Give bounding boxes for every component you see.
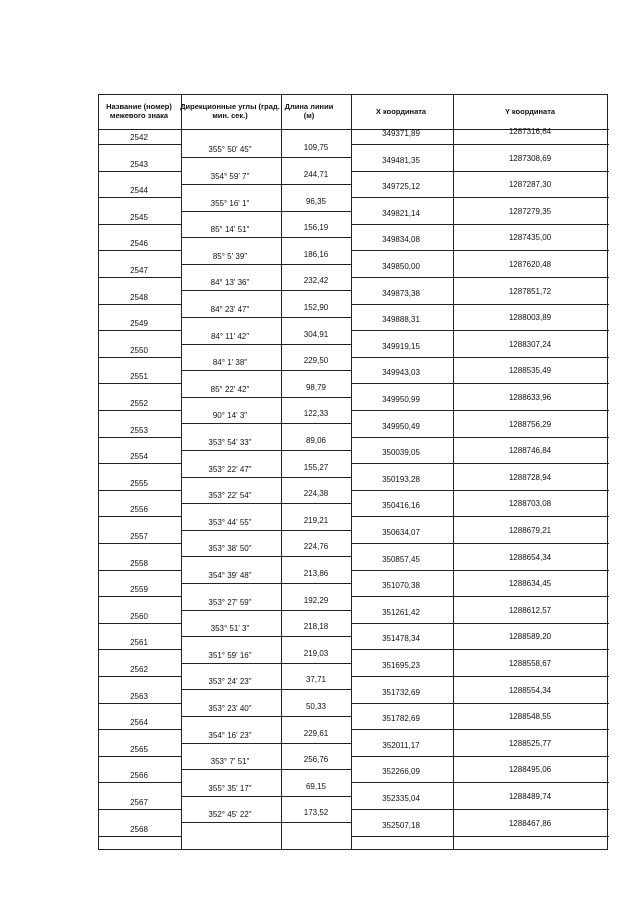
line-length: 173,52	[303, 808, 329, 818]
line-length: 109,75	[303, 143, 329, 153]
row-divider	[351, 676, 609, 677]
y-coordinate: 1288728,94	[508, 472, 552, 482]
row-divider	[351, 756, 609, 757]
row-divider	[351, 171, 609, 172]
line-length: 152,90	[303, 302, 329, 312]
row-divider	[181, 211, 351, 212]
point-name: 2561	[130, 638, 148, 648]
row-divider	[181, 556, 351, 557]
line-length: 186,16	[303, 249, 329, 259]
header-length: Длина линии (м)	[284, 102, 334, 120]
directional-angle: 354° 59' 7"	[210, 171, 250, 181]
row-divider	[181, 689, 351, 690]
directional-angle: 353° 51' 3"	[210, 624, 250, 634]
line-length: 219,21	[303, 515, 329, 525]
y-coordinate: 1288554,34	[508, 685, 552, 695]
row-divider	[99, 596, 181, 597]
directional-angle: 84° 11' 42"	[210, 331, 250, 341]
row-divider	[181, 636, 351, 637]
line-length: 89,06	[305, 435, 327, 445]
y-coordinate: 1288525,77	[508, 738, 552, 748]
point-name: 2558	[130, 558, 148, 568]
x-coordinate: 350634,07	[382, 528, 420, 537]
point-name: 2544	[130, 186, 148, 196]
point-name: 2542	[130, 133, 148, 142]
x-coordinate: 352011,17	[382, 740, 420, 750]
y-coordinate: 1288756,29	[508, 419, 552, 429]
line-length: 232,42	[303, 276, 329, 286]
point-name: 2556	[130, 505, 148, 515]
row-divider	[99, 383, 181, 384]
directional-angle: 354° 39' 48"	[208, 570, 252, 580]
row-divider	[181, 157, 351, 158]
x-coordinate: 350039,05	[382, 448, 420, 458]
row-divider	[181, 344, 351, 345]
directional-angle: 355° 35' 17"	[208, 783, 252, 793]
row-divider	[99, 277, 181, 278]
y-coordinate: 1287435,00	[508, 233, 552, 243]
directional-angle: 355° 16' 1"	[210, 198, 250, 208]
row-divider	[181, 769, 351, 770]
line-length: 155,27	[303, 462, 329, 472]
point-name: 2554	[130, 452, 148, 462]
row-divider	[181, 264, 351, 265]
line-length: 224,76	[303, 542, 329, 552]
row-divider	[351, 277, 609, 278]
row-divider	[351, 490, 609, 491]
y-coordinate: 1287316,64	[508, 127, 552, 136]
row-divider	[181, 796, 351, 797]
point-name: 2564	[130, 718, 148, 728]
row-divider	[99, 224, 181, 225]
y-coordinate: 1288703,08	[508, 499, 552, 509]
row-divider	[99, 330, 181, 331]
y-coordinate: 1287287,30	[508, 180, 552, 190]
row-divider	[351, 649, 609, 650]
row-divider	[99, 250, 181, 251]
directional-angle: 353° 23' 40"	[208, 703, 252, 713]
point-name: 2546	[130, 239, 148, 249]
y-coordinate: 1288467,86	[508, 818, 552, 828]
x-coordinate: 350416,16	[382, 501, 420, 511]
row-divider	[181, 610, 351, 611]
row-divider	[99, 570, 181, 571]
row-divider	[181, 423, 351, 424]
x-coordinate: 351261,42	[382, 607, 420, 617]
row-divider	[351, 703, 609, 704]
directional-angle: 351° 59' 16"	[208, 650, 252, 660]
y-coordinate: 1287620,48	[508, 260, 552, 269]
header-y: Y координата	[504, 106, 556, 116]
x-coordinate: 349481,35	[382, 155, 420, 165]
row-divider	[181, 743, 351, 744]
row-divider	[181, 237, 351, 238]
header-x: X координата	[375, 106, 427, 116]
point-name: 2547	[130, 266, 148, 275]
line-length: 256,76	[303, 755, 329, 765]
x-coordinate: 349950,99	[382, 395, 420, 404]
row-divider	[351, 383, 609, 384]
row-divider	[99, 410, 181, 411]
line-length: 213,86	[303, 568, 329, 578]
y-coordinate: 1287851,72	[508, 286, 552, 296]
row-divider	[351, 304, 609, 305]
row-divider	[99, 623, 181, 624]
row-divider	[99, 516, 181, 517]
point-name: 2557	[130, 532, 148, 541]
row-divider	[99, 729, 181, 730]
y-coordinate: 1288558,67	[508, 659, 552, 668]
row-divider	[99, 809, 181, 810]
row-divider	[351, 836, 609, 837]
row-divider	[99, 490, 181, 491]
x-coordinate: 351732,69	[382, 687, 420, 697]
row-divider	[181, 477, 351, 478]
point-name: 2550	[130, 345, 148, 355]
row-divider	[181, 663, 351, 664]
y-coordinate: 1288612,57	[508, 605, 552, 615]
x-coordinate: 352507,18	[382, 820, 420, 830]
line-length: 244,71	[303, 169, 329, 179]
x-coordinate: 349371,89	[382, 129, 420, 138]
x-coordinate: 351070,38	[382, 581, 420, 591]
x-coordinate: 351695,23	[382, 661, 420, 670]
x-coordinate: 349888,31	[382, 315, 420, 325]
row-divider	[351, 144, 609, 145]
x-coordinate: 350857,45	[382, 554, 420, 564]
row-divider	[181, 583, 351, 584]
row-divider	[351, 330, 609, 331]
y-coordinate: 1288495,06	[508, 765, 552, 775]
row-divider	[99, 197, 181, 198]
x-coordinate: 351782,69	[382, 714, 420, 724]
row-divider	[181, 716, 351, 717]
directional-angle: 353° 27' 59"	[208, 597, 252, 607]
y-coordinate: 1288746,84	[508, 446, 552, 456]
y-coordinate: 1287308,69	[508, 153, 552, 163]
row-divider	[351, 570, 609, 571]
directional-angle: 84° 13' 36"	[210, 278, 250, 288]
x-coordinate: 349725,12	[382, 182, 420, 192]
line-length: 122,33	[303, 409, 329, 419]
y-coordinate: 1288679,21	[508, 526, 552, 535]
header-name: Название (номер) межевого знака	[106, 102, 172, 120]
y-coordinate: 1287279,35	[508, 206, 552, 216]
y-coordinate: 1288548,55	[508, 712, 552, 722]
row-divider	[351, 623, 609, 624]
row-divider	[181, 822, 351, 823]
line-length: 219,03	[303, 648, 329, 658]
point-name: 2543	[130, 159, 148, 169]
directional-angle: 90° 14' 3"	[212, 411, 248, 421]
row-divider	[351, 437, 609, 438]
point-name: 2563	[130, 691, 148, 701]
row-divider	[351, 463, 609, 464]
x-coordinate: 349850,00	[382, 262, 420, 271]
directional-angle: 84° 1' 38"	[212, 358, 248, 368]
row-divider	[351, 516, 609, 517]
row-divider	[181, 317, 351, 318]
point-name: 2552	[130, 399, 148, 408]
y-coordinate: 1288633,96	[508, 393, 552, 402]
directional-angle: 353° 7' 51"	[210, 757, 250, 767]
point-name: 2553	[130, 425, 148, 435]
x-coordinate: 349873,38	[382, 288, 420, 298]
row-divider	[99, 649, 181, 650]
directional-angle: 353° 22' 54"	[208, 491, 252, 501]
row-divider	[181, 503, 351, 504]
row-divider	[99, 304, 181, 305]
y-coordinate: 1288535,49	[508, 366, 552, 376]
x-coordinate: 351478,34	[382, 634, 420, 644]
row-divider	[351, 224, 609, 225]
directional-angle: 353° 54' 33"	[208, 437, 252, 447]
row-divider	[181, 290, 351, 291]
row-divider	[351, 729, 609, 730]
row-divider	[351, 197, 609, 198]
row-divider	[351, 543, 609, 544]
x-coordinate: 350193,28	[382, 474, 420, 484]
point-name: 2566	[130, 771, 148, 781]
point-name: 2567	[130, 798, 148, 807]
line-length: 224,38	[303, 489, 329, 499]
line-length: 156,19	[303, 223, 329, 233]
x-coordinate: 352266,09	[382, 767, 420, 777]
y-coordinate: 1288589,20	[508, 632, 552, 642]
row-divider	[99, 144, 181, 145]
x-coordinate: 349834,08	[382, 235, 420, 245]
point-name: 2551	[130, 372, 148, 382]
line-length: 192,29	[303, 595, 329, 605]
directional-angle: 355° 50' 45"	[208, 145, 252, 155]
point-name: 2549	[130, 319, 148, 329]
row-divider	[181, 450, 351, 451]
row-divider	[351, 809, 609, 810]
y-coordinate: 1288307,24	[508, 339, 552, 349]
y-coordinate: 1288003,89	[508, 313, 552, 323]
line-length: 218,18	[303, 622, 329, 632]
x-coordinate: 349943,03	[382, 368, 420, 378]
row-divider	[181, 370, 351, 371]
row-divider	[181, 530, 351, 531]
point-name: 2548	[130, 292, 148, 302]
point-name: 2545	[130, 212, 148, 222]
line-length: 98,79	[305, 382, 327, 392]
point-name: 2562	[130, 665, 148, 674]
header-angle: Дирекционные углы (град. мин. сек.)	[180, 102, 280, 120]
directional-angle: 354° 16' 23"	[208, 730, 252, 740]
directional-angle: 353° 38' 50"	[208, 544, 252, 554]
line-length: 69,15	[305, 781, 327, 791]
row-divider	[181, 184, 351, 185]
point-name: 2559	[130, 585, 148, 595]
row-divider	[99, 171, 181, 172]
x-coordinate: 349950,49	[382, 421, 420, 431]
row-divider	[351, 250, 609, 251]
row-divider	[99, 836, 181, 837]
directional-angle: 84° 23' 47"	[210, 304, 250, 314]
row-divider	[99, 782, 181, 783]
line-length: 37,71	[305, 675, 327, 685]
directional-angle: 85° 14' 51"	[210, 225, 250, 235]
row-divider	[181, 397, 351, 398]
point-name: 2568	[130, 824, 148, 834]
line-length: 304,91	[303, 329, 329, 339]
row-divider	[99, 543, 181, 544]
line-length: 50,33	[305, 701, 327, 711]
directional-angle: 353° 24' 23"	[208, 677, 252, 687]
row-divider	[99, 703, 181, 704]
row-divider	[99, 676, 181, 677]
y-coordinate: 1288654,34	[508, 552, 552, 562]
line-length: 96,35	[305, 196, 327, 206]
row-divider	[351, 782, 609, 783]
y-coordinate: 1288489,74	[508, 792, 552, 801]
row-divider	[99, 463, 181, 464]
point-name: 2565	[130, 744, 148, 754]
directional-angle: 353° 22' 47"	[208, 464, 252, 474]
directional-angle: 352° 45' 22"	[208, 810, 252, 820]
row-divider	[351, 357, 609, 358]
x-coordinate: 349919,15	[382, 341, 420, 351]
directional-angle: 85° 5' 39"	[212, 251, 248, 261]
x-coordinate: 349821,14	[382, 208, 420, 218]
line-length: 229,50	[303, 356, 329, 366]
row-divider	[99, 437, 181, 438]
row-divider	[99, 357, 181, 358]
x-coordinate: 352335,04	[382, 794, 420, 803]
row-divider	[351, 596, 609, 597]
point-name: 2555	[130, 478, 148, 488]
point-name: 2560	[130, 611, 148, 621]
directional-angle: 353° 44' 55"	[208, 517, 252, 527]
y-coordinate: 1288634,45	[508, 579, 552, 589]
line-length: 229,61	[303, 728, 329, 738]
row-divider	[99, 756, 181, 757]
row-divider	[351, 410, 609, 411]
directional-angle: 85° 22' 42"	[210, 384, 250, 394]
